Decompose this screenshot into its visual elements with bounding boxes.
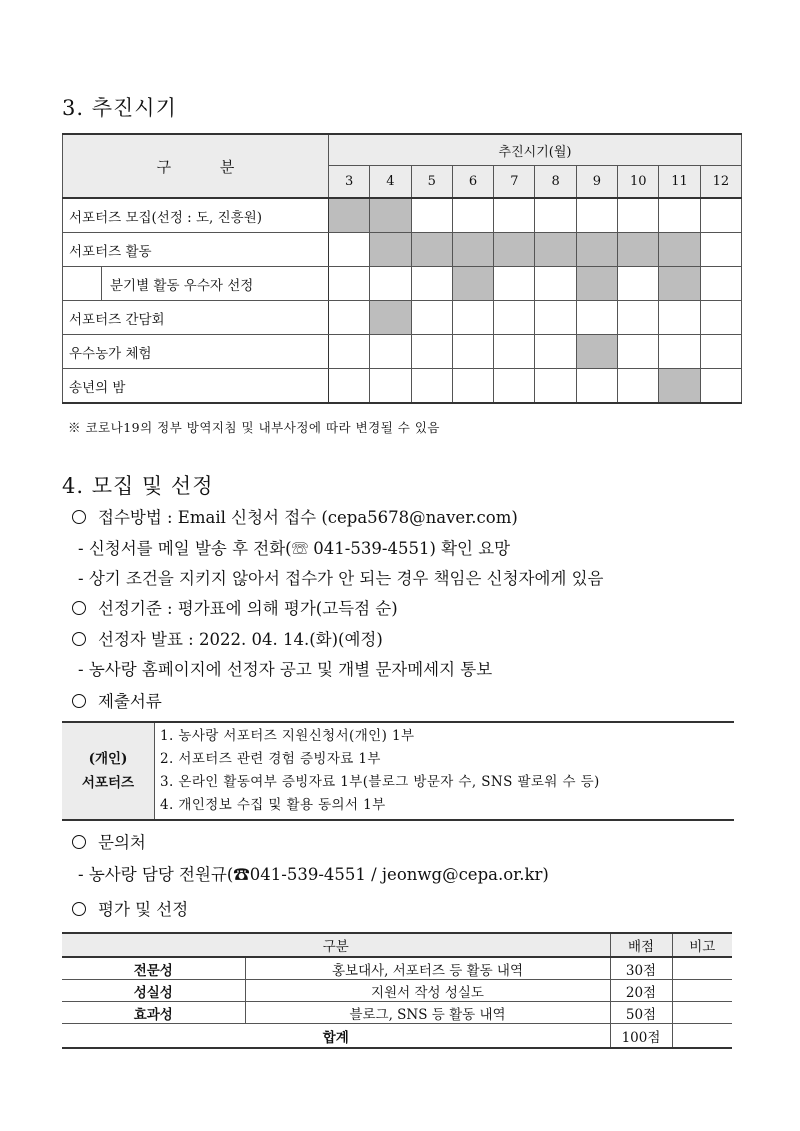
schedule-cell-11 [659, 198, 700, 233]
schedule-row [63, 301, 742, 335]
schedule-cell-10 [618, 233, 659, 267]
schedule-cell-9 [576, 301, 617, 335]
circle-bullet-icon [72, 601, 86, 615]
schedule-cell-6 [452, 369, 493, 404]
eval-total-note [672, 1024, 732, 1049]
eval-row [62, 1002, 732, 1024]
criteria-item [72, 595, 398, 619]
eval-header-gubun: 구분 [62, 933, 610, 957]
schedule-cell-8 [535, 301, 576, 335]
schedule-cell-11 [659, 267, 700, 301]
contact-item [72, 829, 146, 853]
eval-header-note: 비고 [672, 933, 732, 957]
method-item [72, 504, 518, 528]
evaluation-table [62, 932, 732, 1049]
schedule-cell-11 [659, 301, 700, 335]
schedule-cell-12 [700, 335, 741, 369]
circle-bullet-icon [72, 835, 86, 849]
eval-title: 평가 및 선정 [98, 900, 189, 919]
eval-cell-detail: 지원서 작성 성실도 [245, 980, 610, 1002]
schedule-cell-5 [411, 335, 452, 369]
schedule-cell-7 [494, 267, 535, 301]
schedule-note: ※ 코로나19의 정부 방역지침 및 내부사정에 따라 변경될 수 있음 [68, 420, 440, 435]
schedule-cell-3 [329, 267, 370, 301]
docs-title: 제출서류 [98, 692, 162, 711]
circle-bullet-icon [72, 694, 86, 708]
schedule-row [63, 369, 742, 404]
month-header-10: 10 [618, 166, 659, 199]
month-header-9: 9 [576, 166, 617, 199]
contact-dash: - 농사랑 담당 전원규(☎041-539-4551 / jeonwg@cepa.or.kr) [78, 865, 549, 884]
schedule-cell-10 [618, 335, 659, 369]
eval-total-row [62, 1024, 732, 1049]
docs-item [72, 688, 162, 712]
schedule-cell-11 [659, 335, 700, 369]
month-header-7: 7 [494, 166, 535, 199]
schedule-cell-12 [700, 301, 741, 335]
documents-side-label: (개인) 서포터즈 [62, 722, 155, 820]
method-dash-1: - 신청서를 메일 발송 후 전화(☏ 041-539-4551) 확인 요망 [78, 539, 511, 558]
schedule-row [63, 198, 742, 233]
schedule-cell-4 [370, 369, 411, 404]
schedule-cell-7 [494, 369, 535, 404]
schedule-cell-10 [618, 198, 659, 233]
schedule-cell-11 [659, 233, 700, 267]
schedule-cell-9 [576, 369, 617, 404]
schedule-cell-9 [576, 335, 617, 369]
schedule-cell-10 [618, 267, 659, 301]
month-header-8: 8 [535, 166, 576, 199]
schedule-row [63, 335, 742, 369]
schedule-cell-9 [576, 198, 617, 233]
document-item: 3. 온라인 활동여부 증빙자료 1부(블로그 방문자 수, SNS 팔로워 수 등) [160, 774, 600, 790]
eval-row [62, 980, 732, 1002]
eval-total-label: 합계 [62, 1024, 610, 1049]
schedule-cell-7 [494, 198, 535, 233]
schedule-cell-9 [576, 233, 617, 267]
circle-bullet-icon [72, 632, 86, 646]
eval-cell-note [672, 957, 732, 980]
contact-title: 문의처 [98, 833, 146, 852]
document-item: 1. 농사랑 서포터즈 지원신청서(개인) 1부 [160, 728, 415, 744]
schedule-cell-7 [494, 335, 535, 369]
circle-bullet-icon [72, 902, 86, 916]
schedule-cell-4 [370, 267, 411, 301]
section-3-title: 3. 추진시기 [62, 96, 177, 120]
announce-dash: - 농사랑 홈페이지에 선정자 공고 및 개별 문자메세지 통보 [78, 660, 493, 679]
circle-bullet-icon [72, 510, 86, 524]
schedule-cell-6 [452, 301, 493, 335]
schedule-cell-3 [329, 335, 370, 369]
schedule-row-label: 우수농가 체험 [63, 335, 329, 369]
announce-text: 선정자 발표 : 2022. 04. 14.(화)(예정) [98, 630, 383, 649]
eval-cell-score: 20점 [610, 980, 672, 1002]
eval-cell-score: 30점 [610, 957, 672, 980]
eval-cell-criterion: 성실성 [62, 980, 245, 1002]
schedule-cell-5 [411, 233, 452, 267]
schedule-cell-6 [452, 267, 493, 301]
schedule-cell-5 [411, 301, 452, 335]
schedule-cell-3 [329, 233, 370, 267]
schedule-table [62, 133, 742, 404]
eval-cell-detail: 블로그, SNS 등 활동 내역 [245, 1002, 610, 1024]
schedule-cell-6 [452, 198, 493, 233]
schedule-cell-6 [452, 233, 493, 267]
section-4-title: 4. 모집 및 선정 [62, 474, 214, 498]
method-text: 접수방법 : Email 신청서 접수 (cepa5678@naver.com) [98, 508, 518, 527]
schedule-cell-7 [494, 301, 535, 335]
schedule-cell-5 [411, 198, 452, 233]
eval-cell-criterion: 전문성 [62, 957, 245, 980]
month-header-5: 5 [411, 166, 452, 199]
schedule-row [63, 267, 742, 301]
criteria-text: 선정기준 : 평가표에 의해 평가(고득점 순) [98, 599, 398, 618]
schedule-cell-8 [535, 335, 576, 369]
schedule-cell-4 [370, 198, 411, 233]
eval-cell-note [672, 1002, 732, 1024]
eval-row [62, 957, 732, 980]
schedule-header-period: 추진시기(월) [329, 134, 742, 166]
eval-cell-detail: 홍보대사, 서포터즈 등 활동 내역 [245, 957, 610, 980]
schedule-row-label: 서포터즈 활동 [63, 233, 329, 267]
month-header-4: 4 [370, 166, 411, 199]
schedule-cell-6 [452, 335, 493, 369]
announce-item [72, 626, 383, 650]
month-header-6: 6 [452, 166, 493, 199]
schedule-cell-3 [329, 301, 370, 335]
schedule-cell-8 [535, 198, 576, 233]
schedule-cell-8 [535, 369, 576, 404]
documents-list [155, 722, 735, 820]
schedule-cell-8 [535, 267, 576, 301]
schedule-cell-5 [411, 369, 452, 404]
schedule-row-label: 송년의 밤 [63, 369, 329, 404]
schedule-cell-12 [700, 198, 741, 233]
month-header-12: 12 [700, 166, 741, 199]
schedule-cell-9 [576, 267, 617, 301]
documents-table [62, 721, 734, 821]
schedule-cell-5 [411, 267, 452, 301]
eval-cell-score: 50점 [610, 1002, 672, 1024]
document-item: 4. 개인정보 수집 및 활용 동의서 1부 [160, 797, 386, 813]
schedule-cell-8 [535, 233, 576, 267]
schedule-cell-4 [370, 301, 411, 335]
eval-header-score: 배점 [610, 933, 672, 957]
schedule-cell-11 [659, 369, 700, 404]
eval-total-score: 100점 [610, 1024, 672, 1049]
month-header-3: 3 [329, 166, 370, 199]
schedule-cell-7 [494, 233, 535, 267]
schedule-cell-10 [618, 369, 659, 404]
schedule-header-gubun: 구 분 [63, 134, 329, 198]
schedule-cell-12 [700, 267, 741, 301]
schedule-cell-10 [618, 301, 659, 335]
schedule-cell-3 [329, 369, 370, 404]
eval-cell-criterion: 효과성 [62, 1002, 245, 1024]
schedule-row-label: 분기별 활동 우수자 선정 [63, 267, 329, 301]
schedule-cell-12 [700, 369, 741, 404]
document-item: 2. 서포터즈 관련 경험 증빙자료 1부 [160, 751, 381, 767]
eval-cell-note [672, 980, 732, 1002]
eval-item [72, 896, 188, 920]
schedule-cell-4 [370, 233, 411, 267]
month-header-11: 11 [659, 166, 700, 199]
schedule-row-label: 서포터즈 모집(선정 : 도, 진흥원) [63, 198, 329, 233]
schedule-cell-3 [329, 198, 370, 233]
schedule-row-label: 서포터즈 간담회 [63, 301, 329, 335]
method-dash-2: - 상기 조건을 지키지 않아서 접수가 안 되는 경우 책임은 신청자에게 있음 [78, 569, 604, 588]
schedule-cell-4 [370, 335, 411, 369]
schedule-row [63, 233, 742, 267]
schedule-cell-12 [700, 233, 741, 267]
